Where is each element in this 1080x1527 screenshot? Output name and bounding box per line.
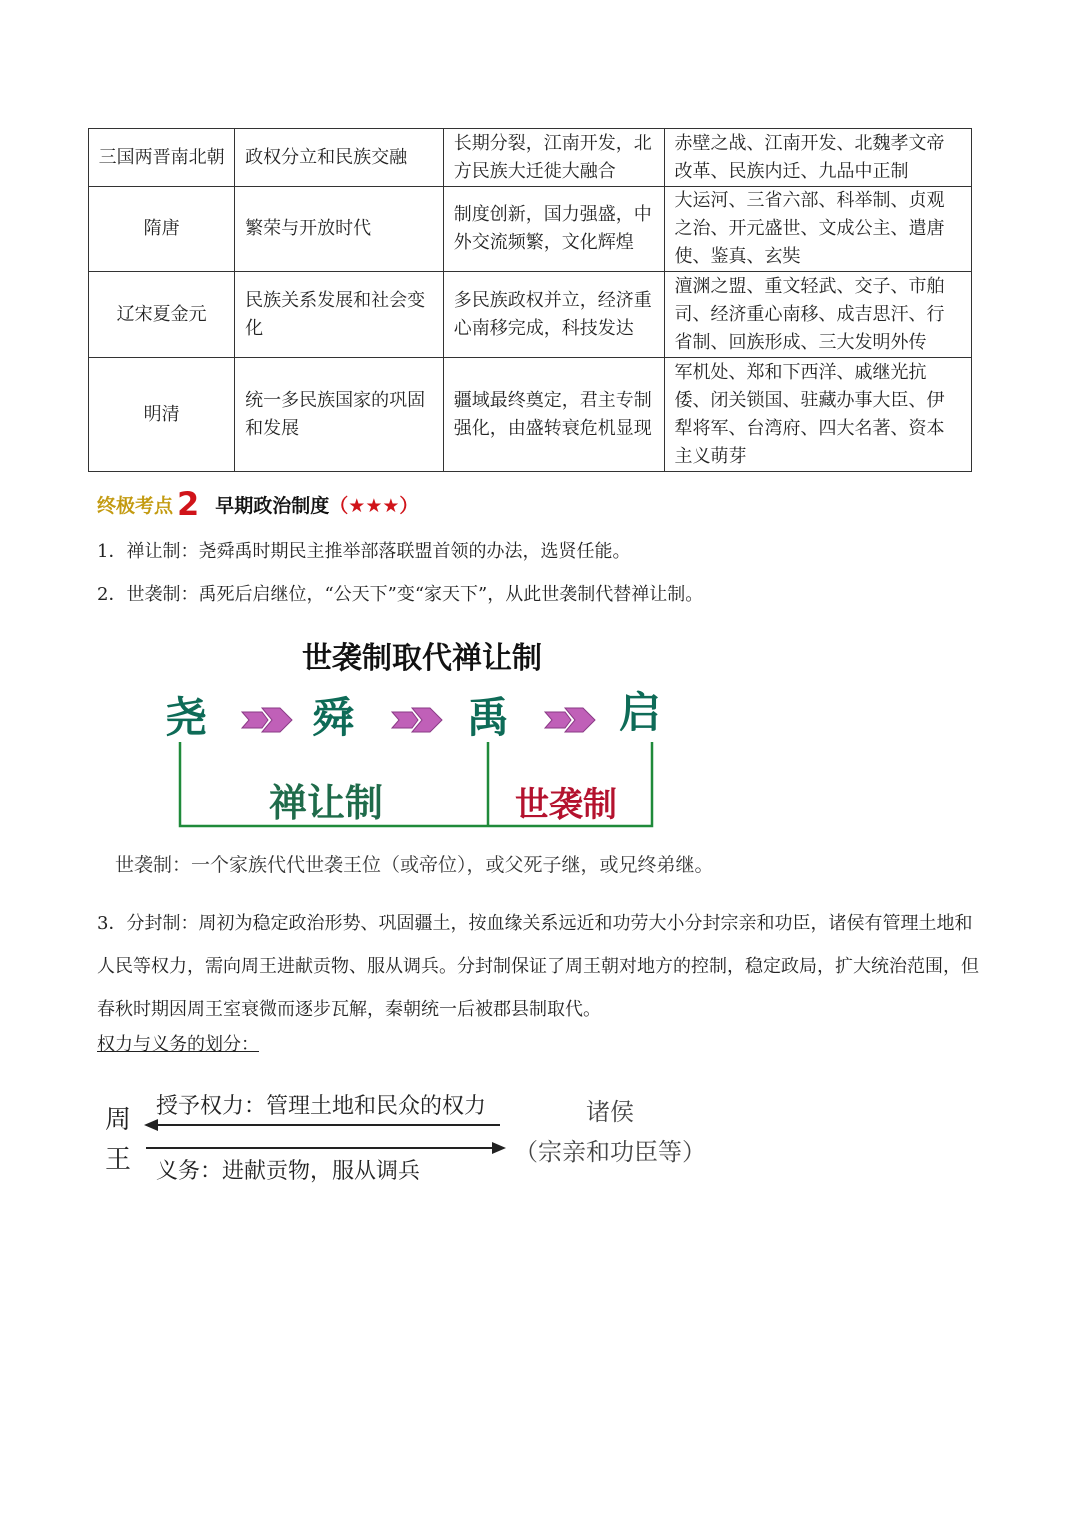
king-char-2: 王 bbox=[104, 1145, 132, 1175]
events-cell: 澶渊之盟、重文轻武、交子、市舶司、经济重心南移、成吉思汗、行省制、回族形成、三大发明外传 bbox=[664, 272, 971, 358]
ruler-shun: 舜 bbox=[311, 693, 355, 742]
label-hereditary: 世袭制 bbox=[515, 785, 617, 825]
arrow-yao-shun-icon bbox=[242, 708, 292, 732]
arrow-shun-yu-icon bbox=[392, 708, 442, 732]
table-row bbox=[89, 272, 972, 358]
theme-cell: 民族关系发展和社会变化 bbox=[235, 272, 444, 358]
features-cell: 制度创新，国力强盛，中外交流频繁，文化辉煌 bbox=[443, 187, 664, 272]
bracket-lines bbox=[180, 742, 652, 826]
lords-note: （宗亲和功臣等） bbox=[514, 1138, 706, 1166]
features-cell: 多民族政权并立，经济重心南移完成，科技发达 bbox=[443, 272, 664, 358]
history-periods-table bbox=[88, 128, 972, 472]
paragraph-abdication: 1．禅让制：尧舜禹时期民主推举部落联盟首领的办法，选贤任能。 bbox=[97, 541, 631, 562]
ruler-yu: 禹 bbox=[466, 693, 510, 742]
ruler-yao: 尧 bbox=[164, 693, 208, 742]
king-char-1: 周 bbox=[104, 1105, 132, 1135]
label-abdication: 禅让制 bbox=[268, 780, 384, 825]
period-cell: 隋唐 bbox=[89, 187, 235, 272]
paragraph-hereditary: 2．世袭制：禹死后启继位，“公天下”变“家天下”，从此世袭制代替禅让制。 bbox=[97, 584, 704, 605]
rights-duties-heading: 权力与义务的划分： bbox=[97, 1034, 259, 1055]
table-row bbox=[89, 187, 972, 272]
diagram-title: 世袭制取代禅让制 bbox=[302, 641, 542, 676]
hereditary-caption: 世袭制：一个家族代代世袭王位（或帝位），或父死子继，或兄终弟继。 bbox=[115, 854, 714, 876]
events-cell: 赤壁之战、江南开发、北魏孝文帝改革、民族内迁、九品中正制 bbox=[664, 129, 971, 187]
section-number: 2 bbox=[177, 485, 200, 523]
grant-arrow-icon bbox=[144, 1119, 500, 1131]
grant-label: 授予权力：管理土地和民众的权力 bbox=[156, 1094, 487, 1119]
duty-arrow-icon bbox=[146, 1142, 506, 1154]
table-row bbox=[89, 358, 972, 472]
theme-cell: 统一多民族国家的巩固和发展 bbox=[235, 358, 444, 472]
lords-label: 诸侯 bbox=[586, 1098, 634, 1126]
paragraph-fengjian: 3．分封制：周初为稳定政治形势、巩固疆土，按血缘关系远近和功劳大小分封宗亲和功臣，诸侯有管理土地和人民等权力，需向周王进献贡物、服从调兵。分封制保证了周王朝对地方的控制，稳定政局，扩大统治范围，但春秋时期因周王室衰微而逐步瓦解，秦朝统一后被郡县制取代。 bbox=[97, 913, 979, 1020]
period-cell: 明清 bbox=[89, 358, 235, 472]
events-cell: 大运河、三省六部、科举制、贞观之治、开元盛世、文成公主、遣唐使、鉴真、玄奘 bbox=[664, 187, 971, 272]
section-tag: 终极考点 bbox=[97, 494, 174, 517]
importance-stars: （★★★） bbox=[329, 494, 419, 517]
theme-cell: 繁荣与开放时代 bbox=[235, 187, 444, 272]
duty-label: 义务：进献贡物，服从调兵 bbox=[156, 1159, 421, 1184]
table-row bbox=[89, 129, 972, 187]
arrow-yu-qi-icon bbox=[545, 708, 595, 732]
features-cell: 长期分裂，江南开发，北方民族大迁徙大融合 bbox=[443, 129, 664, 187]
period-cell: 辽宋夏金元 bbox=[89, 272, 235, 358]
events-cell: 军机处、郑和下西洋、戚继光抗倭、闭关锁国、驻藏办事大臣、伊犁将军、台湾府、四大名著、资本主义萌芽 bbox=[664, 358, 971, 472]
section-heading bbox=[97, 484, 418, 524]
section-title: 早期政治制度 bbox=[215, 494, 330, 517]
theme-cell: 政权分立和民族交融 bbox=[235, 129, 444, 187]
features-cell: 疆域最终奠定，君主专制强化，由盛转衰危机显现 bbox=[443, 358, 664, 472]
ruler-qi: 启 bbox=[618, 688, 662, 737]
period-cell: 三国两晋南北朝 bbox=[89, 129, 235, 187]
